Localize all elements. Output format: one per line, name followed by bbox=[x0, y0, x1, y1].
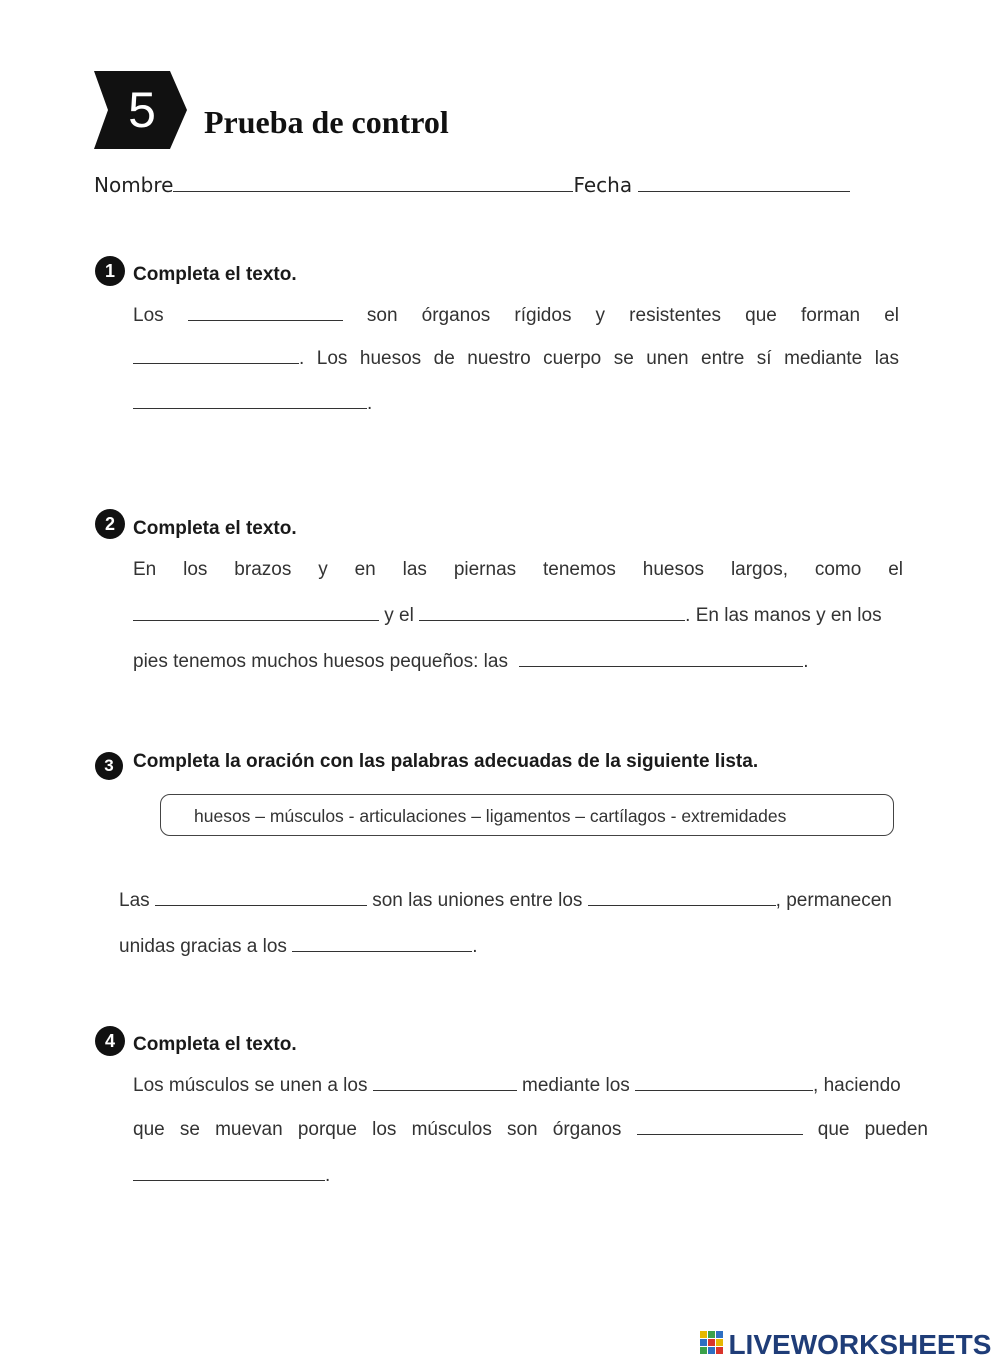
word-list: huesos – músculos - articulaciones – ligamentos – cartílagos - extremidades bbox=[194, 806, 787, 826]
blank-input[interactable] bbox=[588, 887, 776, 906]
exercise-1-heading: Completa el texto. bbox=[133, 264, 297, 285]
blank-input[interactable] bbox=[519, 648, 803, 667]
exercise-2-heading: Completa el texto. bbox=[133, 518, 297, 539]
blank-input[interactable] bbox=[133, 1162, 325, 1181]
footer-brand[interactable] bbox=[700, 1328, 991, 1362]
blank-input[interactable] bbox=[188, 302, 343, 321]
exercise-1-line-3: . bbox=[133, 390, 372, 418]
exercise-4-line-3: . bbox=[133, 1162, 330, 1190]
exercise-4-line-1: Los músculos se unen a los mediante los , haciendo bbox=[133, 1072, 901, 1100]
blank-input[interactable] bbox=[373, 1072, 517, 1091]
exercise-1-number: 1 bbox=[95, 256, 125, 286]
exercise-3-number: 3 bbox=[95, 752, 123, 780]
blank-input[interactable] bbox=[635, 1072, 813, 1091]
name-label: Nombre bbox=[94, 173, 174, 197]
blank-input[interactable] bbox=[155, 887, 367, 906]
liveworksheets-logo-icon bbox=[700, 1329, 724, 1362]
exercise-2-line-2: y el . En las manos y en los bbox=[133, 602, 882, 630]
footer-brand-text: LIVEWORKSHEETS bbox=[728, 1329, 992, 1360]
exercise-3-line-1: Las son las uniones entre los , permanecen bbox=[119, 887, 892, 915]
exercise-2-line-1: En los brazos y en las piernas tenemos huesos largos, como el bbox=[133, 559, 903, 580]
exercise-4-line-2: que se muevan porque los músculos son órganos que pueden bbox=[133, 1116, 928, 1144]
exercise-1-line-2: . Los huesos de nuestro cuerpo se unen entre sí mediante las bbox=[133, 345, 899, 373]
exercise-3-line-2: unidas gracias a los . bbox=[119, 933, 478, 961]
exercise-2-number: 2 bbox=[95, 509, 125, 539]
exercise-2-line-3: pies tenemos muchos huesos pequeños: las . bbox=[133, 648, 809, 676]
date-label: Fecha bbox=[573, 173, 633, 197]
blank-input[interactable] bbox=[133, 345, 299, 364]
blank-input[interactable] bbox=[292, 933, 472, 952]
date-field[interactable] bbox=[638, 171, 850, 192]
exercise-3-heading: Completa la oración con las palabras adecuadas de la siguiente lista. bbox=[133, 751, 759, 772]
name-field[interactable] bbox=[173, 171, 573, 192]
blank-input[interactable] bbox=[637, 1116, 803, 1135]
blank-input[interactable] bbox=[133, 602, 379, 621]
blank-input[interactable] bbox=[133, 390, 367, 409]
unit-number: 5 bbox=[128, 82, 156, 138]
exercise-4-number: 4 bbox=[95, 1026, 125, 1056]
exercise-1-line-1: Los son órganos rígidos y resistentes que forman el bbox=[133, 302, 899, 330]
blank-input[interactable] bbox=[419, 602, 685, 621]
exercise-4-heading: Completa el texto. bbox=[133, 1034, 297, 1055]
name-date-row bbox=[94, 170, 850, 200]
page-title: Prueba de control bbox=[204, 104, 449, 140]
